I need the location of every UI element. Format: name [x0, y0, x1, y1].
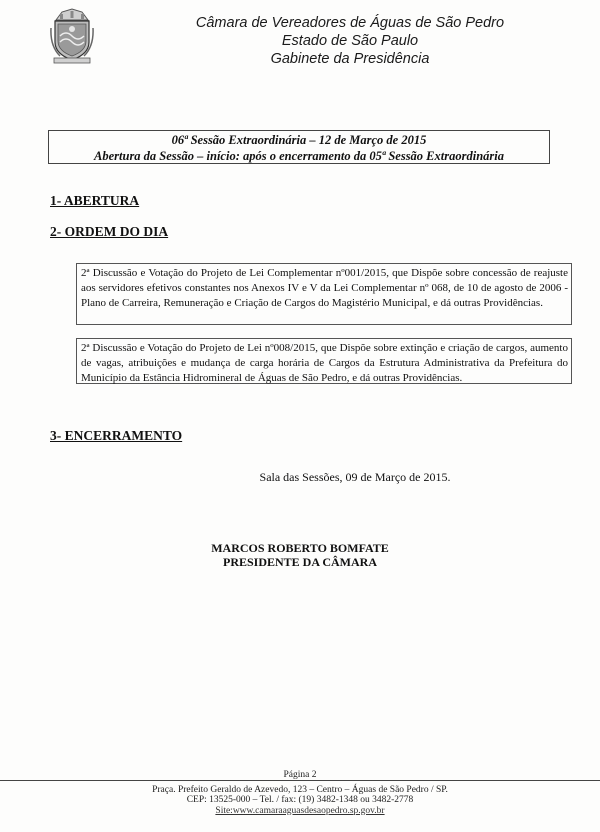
- signatory-name: MARCOS ROBERTO BOMFATE: [211, 541, 389, 555]
- session-title: 06ª Sessão Extraordinária – 12 de Março de 2015: [171, 133, 427, 147]
- session-info-box: [48, 130, 550, 164]
- footer-website-link[interactable]: Site:www.camaraaguasdesaopedro.sp.gov.br: [215, 805, 385, 816]
- session-subtitle: Abertura da Sessão – início: após o encerramento da 05ª Sessão Extraordinária: [94, 149, 504, 163]
- page-number: Página 2: [283, 770, 317, 780]
- section-heading-encerramento: 3- ENCERRAMENTO: [50, 428, 183, 443]
- section-heading-ordem-do-dia: 2- ORDEM DO DIA: [50, 224, 169, 239]
- signatory-title: PRESIDENTE DA CÂMARA: [222, 555, 377, 569]
- footer-contact: CEP: 13525-000 – Tel. / fax: (19) 3482-1348 ou 3482-2778: [186, 795, 414, 805]
- signature-block: [0, 541, 600, 569]
- footer-divider: [0, 780, 600, 781]
- footer: [0, 770, 600, 816]
- municipal-crest-icon: [50, 6, 94, 64]
- header-office: Gabinete da Presidência: [270, 51, 430, 67]
- place-date: Sala das Sessões, 09 de Março de 2015.: [259, 470, 451, 484]
- section-heading-abertura: 1- ABERTURA: [50, 193, 140, 208]
- header: [130, 14, 570, 68]
- agenda-item: 2ª Discussão e Votação do Projeto de Lei nº008/2015, que Dispõe sobre extinção e criação de cargos, aumento de vagas, atribuições e mudança de carga horária de Cargos da Estrutura Administrativa da Prefeitura do Município da Estância Hidromineral de Águas de São Pedro, e dá outras Providências.: [76, 338, 572, 384]
- agenda-item: 2ª Discussão e Votação do Projeto de Lei Complementar nº001/2015, que Dispõe sobre concessão de reajuste aos servidores efetivos constantes nos Anexos IV e V da Lei Complementar nº 068, de 10 de agosto de 2006 - Plano de Carreira, Remuneração e Criação de Cargos do Magistério Municipal, e dá outras Providências.: [76, 263, 572, 325]
- header-state: Estado de São Paulo: [281, 33, 419, 49]
- header-institution: Câmara de Vereadores de Águas de São Pedro: [195, 15, 505, 31]
- footer-address: Praça. Prefeito Geraldo de Azevedo, 123 – Centro – Águas de São Pedro / SP.: [152, 784, 448, 795]
